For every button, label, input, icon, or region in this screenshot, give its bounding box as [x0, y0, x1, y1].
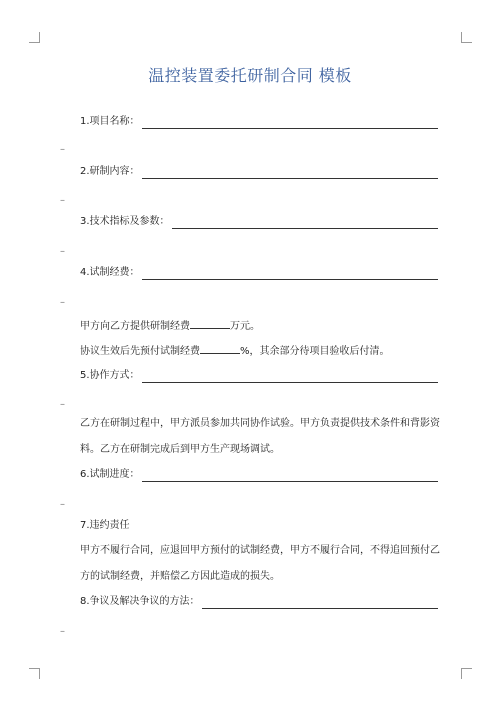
project-name-field[interactable]: [80, 115, 438, 129]
dispute-field[interactable]: [80, 595, 438, 609]
research-content-field[interactable]: [80, 165, 438, 179]
paragraph-mark: –: [60, 499, 65, 510]
corner-mark-top-right: [461, 32, 472, 43]
funding-amount-text: 甲方向乙方提供研制经费: [80, 321, 190, 332]
paragraph-mark: –: [60, 297, 65, 308]
prepayment-percent-blank[interactable]: [200, 343, 240, 354]
research-content-label: 2.研制内容：: [80, 166, 140, 177]
cooperation-label: 5.协作方式：: [80, 370, 140, 381]
funding-field[interactable]: [80, 266, 438, 280]
technical-specs-label: 3.技术指标及参数：: [80, 216, 170, 227]
cooperation-blank[interactable]: [142, 371, 438, 383]
funding-amount-blank[interactable]: [190, 318, 230, 329]
dispute-label: 8.争议及解决争议的方法：: [80, 596, 200, 607]
corner-mark-bottom-left: [29, 668, 40, 679]
funding-amount-unit: 万元。: [230, 321, 260, 332]
progress-field[interactable]: [80, 468, 438, 482]
technical-specs-blank[interactable]: [172, 217, 438, 229]
breach-text: 甲方不履行合同，应退回甲方预付的试制经费，甲方不履行合同，不得追回预付乙方的试制经费，并赔偿乙方因此造成的损失。: [80, 545, 440, 582]
progress-blank[interactable]: [142, 470, 438, 482]
prepayment-remainder-text: %，其余部分待项目验收后付清。: [240, 346, 390, 357]
cooperation-text: 乙方在研制过程中，甲方派员参加共同协作试验。甲方负责提供技术条件和背影资料。乙方在研制完成后到甲方生产现场调试。: [80, 418, 440, 455]
paragraph-mark: –: [60, 144, 65, 155]
cooperation-field[interactable]: [80, 369, 438, 383]
dispute-blank[interactable]: [202, 597, 438, 609]
project-name-blank[interactable]: [142, 117, 438, 129]
prepayment-text: 协议生效后先预付试制经费: [80, 346, 200, 357]
prepayment-line: [80, 343, 390, 359]
paragraph-mark: –: [60, 626, 65, 637]
funding-blank[interactable]: [142, 268, 438, 280]
research-content-blank[interactable]: [142, 167, 438, 179]
document-title: 温控装置委托研制合同 模板: [148, 66, 352, 85]
corner-mark-top-left: [29, 32, 40, 43]
paragraph-mark: –: [60, 195, 65, 206]
progress-label: 6.试制进度：: [80, 469, 140, 480]
funding-label: 4.试制经费：: [80, 267, 140, 278]
paragraph-mark: –: [60, 399, 65, 410]
paragraph-mark: –: [60, 246, 65, 257]
breach-heading: 7.违约责任: [80, 520, 130, 531]
project-name-label: 1.项目名称：: [80, 116, 140, 127]
funding-amount-line: [80, 318, 260, 334]
corner-mark-bottom-right: [461, 668, 472, 679]
technical-specs-field[interactable]: [80, 215, 438, 229]
